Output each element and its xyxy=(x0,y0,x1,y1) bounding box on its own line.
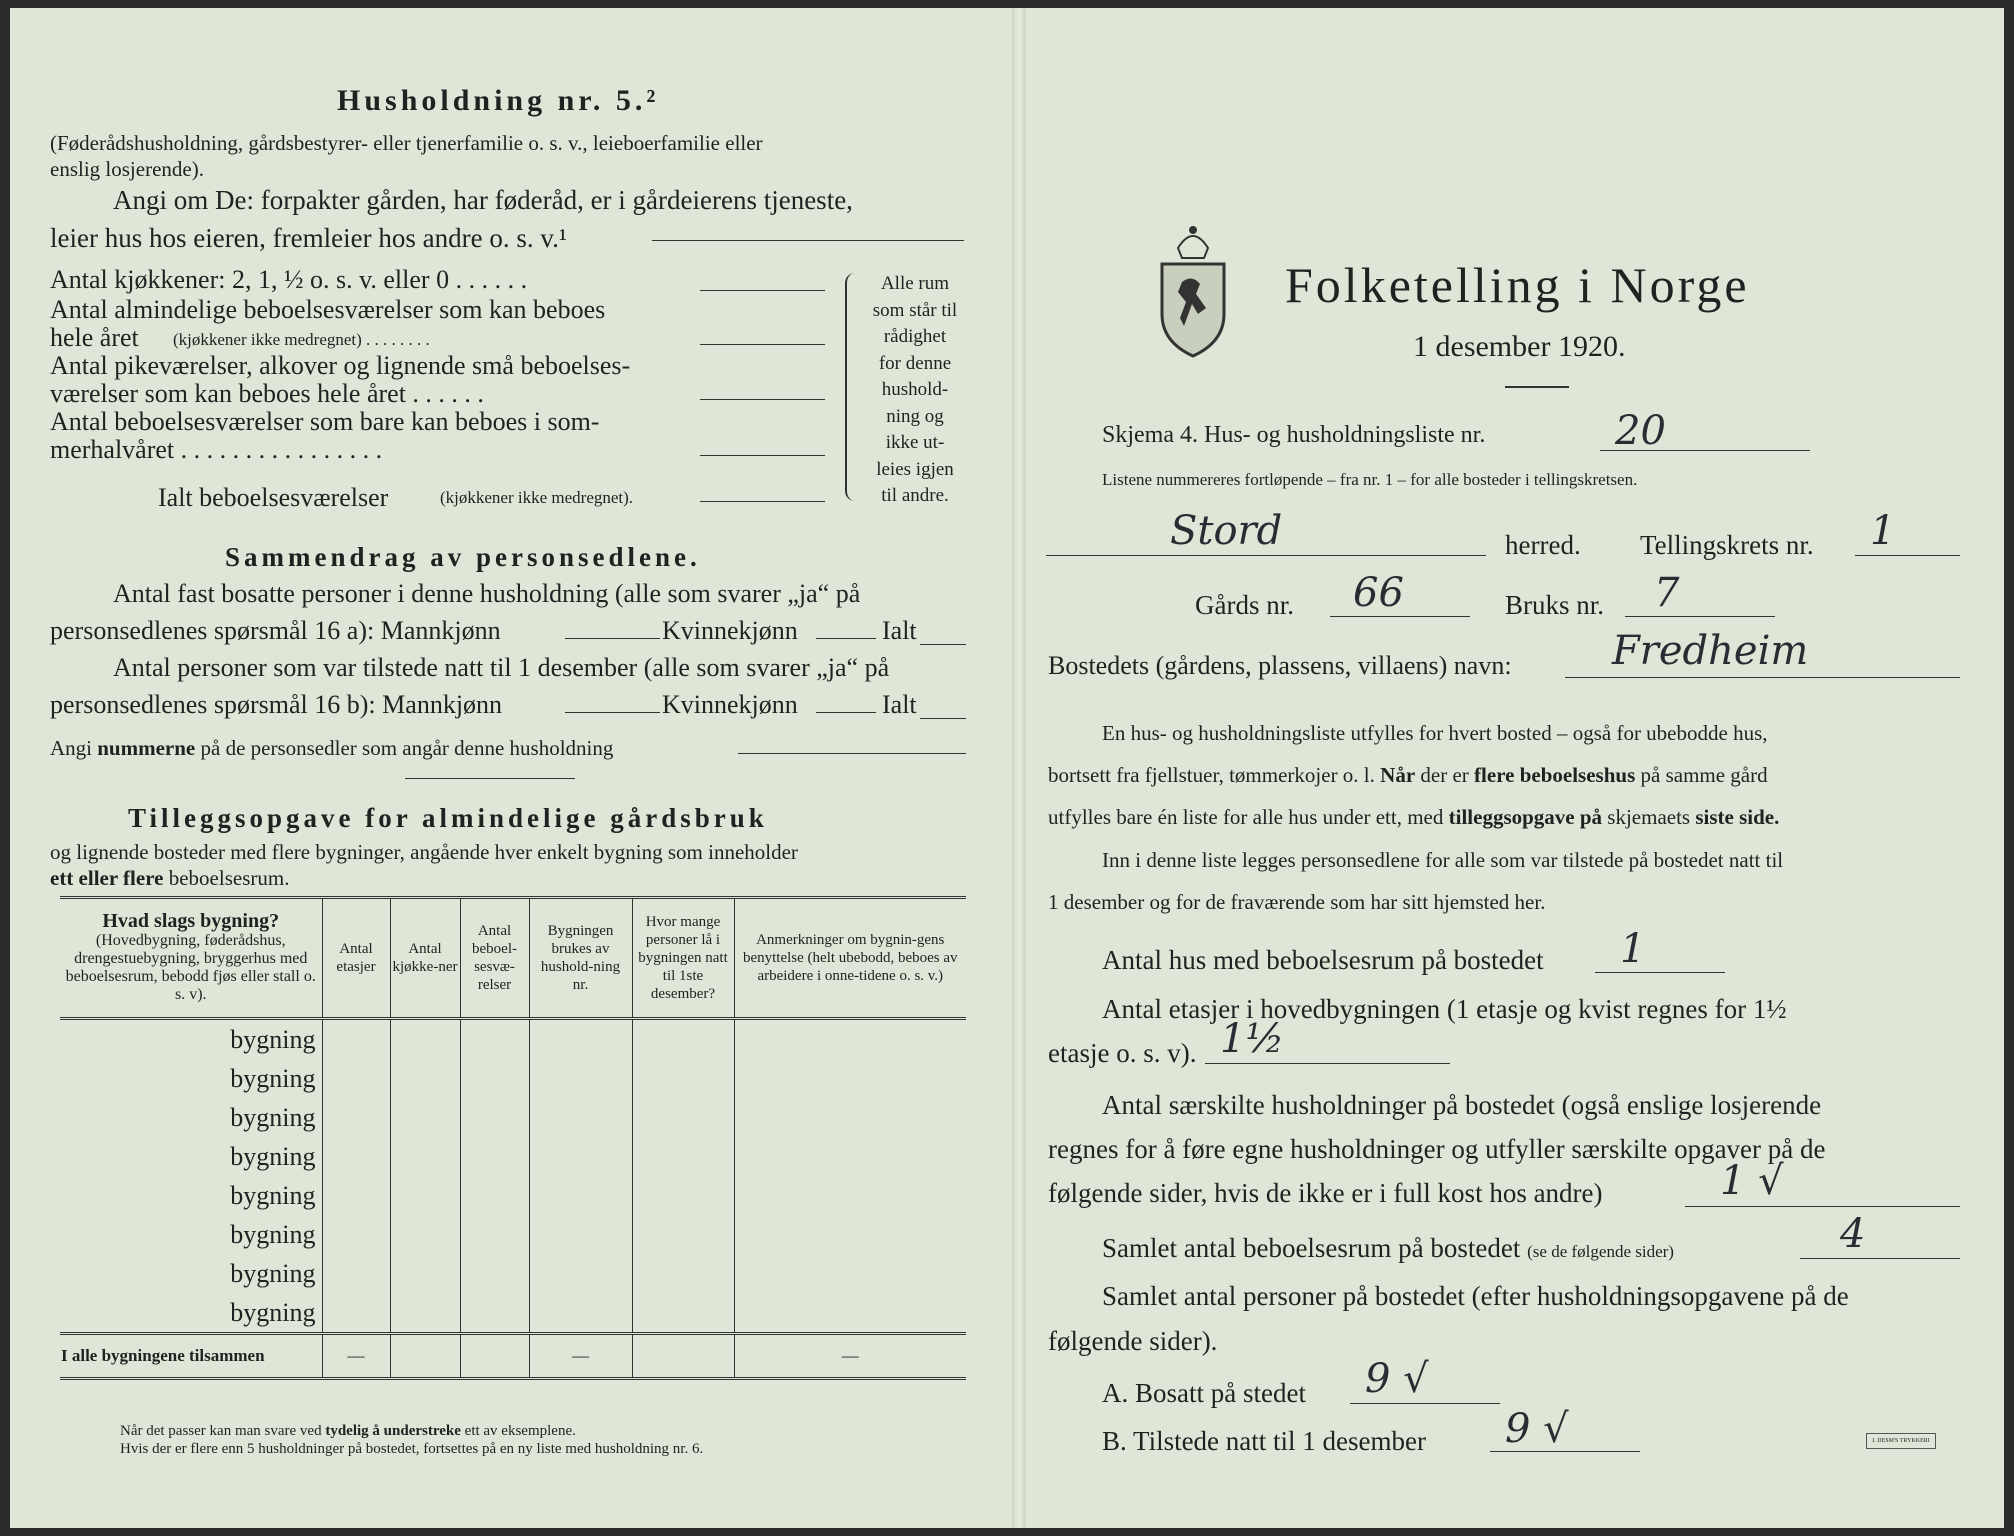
female-resident-line xyxy=(816,638,876,639)
brace-note-line: ning og xyxy=(886,405,944,427)
table-cell xyxy=(529,1254,632,1293)
total-dash: — xyxy=(529,1334,632,1379)
info-p2-a: bortsett fra fjellstuer, tømmerkojer o. l. xyxy=(1048,763,1381,787)
info-p3 xyxy=(1048,805,1779,830)
male-resident-line xyxy=(565,638,660,639)
table-cell xyxy=(632,1176,734,1215)
info-p4: Inn i denne liste legges personsedlene for alle som var tilstede på bostedet natt til xyxy=(1102,848,1784,872)
table-cell xyxy=(460,1059,529,1098)
q4-label xyxy=(1102,1233,1674,1264)
q2-line-1: Antal etasjer i hovedbygningen (1 etasje og kvist regnes for 1½ xyxy=(1102,994,1787,1024)
table-cell xyxy=(322,1137,390,1176)
printer-stamp: I. DESM'S TRYKKERI xyxy=(1866,1433,1936,1449)
info-p5: 1 desember og for de fraværende som har sitt hjemsted her. xyxy=(1048,890,1546,914)
table-row xyxy=(60,1137,966,1176)
section-divider xyxy=(405,778,575,779)
info-p2-d: flere beboelseshus xyxy=(1474,763,1636,787)
brace-note-line: ikke ut- xyxy=(885,432,945,453)
angi-line-1: Angi om De: forpakter gården, har føderåd, er i gårdeierens tjeneste, xyxy=(113,185,853,215)
info-p2-b: Når xyxy=(1380,763,1416,787)
buildings-table xyxy=(60,896,966,1380)
building-label: bygning xyxy=(230,1102,316,1132)
table-cell xyxy=(734,1215,966,1254)
info-p3-c: skjemaets xyxy=(1602,805,1696,829)
table-cell xyxy=(322,1293,390,1334)
building-label: bygning xyxy=(230,1141,316,1171)
summary-l5-a: Angi xyxy=(50,736,98,760)
summary-line-4c: Ialt xyxy=(882,690,917,719)
rooms-summer-2: merhalvåret . . . . . . . . . . . . . . . . xyxy=(50,435,383,464)
summary-l5-c: på de personsedler som angår denne husholdning xyxy=(195,736,614,760)
table-cell xyxy=(322,1059,390,1098)
table-cell xyxy=(529,1215,632,1254)
qb-value: 9 √ xyxy=(1505,1406,1569,1452)
table-cell xyxy=(734,1176,966,1215)
info-p2-e: på samme gård xyxy=(1635,763,1768,787)
table-cell xyxy=(322,1019,390,1060)
building-label: bygning xyxy=(230,1297,316,1327)
bosted-value: Fredheim xyxy=(1612,628,1809,674)
building-label: bygning xyxy=(230,1024,316,1054)
brace-note xyxy=(865,271,965,510)
table-row xyxy=(60,1059,966,1098)
col-building-type-note: (Hovedbygning, føderådshus, drengestuebygning, bryggerhus med beboelsesrum, bebodd fjøs eller stall o. s. v). xyxy=(65,932,316,1003)
rooms-ordinary-2: hele året xyxy=(50,323,139,352)
info-p3-b: tilleggsopgave på xyxy=(1448,805,1603,829)
col-persons: Hvor mange personer lå i bygningen natt til 1ste desember? xyxy=(632,898,734,1019)
gards-label: Gårds nr. xyxy=(1195,590,1294,620)
table-cell xyxy=(734,1059,966,1098)
maid-answer-line xyxy=(700,399,825,400)
table-cell xyxy=(632,1019,734,1060)
q4-answer-line xyxy=(1800,1258,1960,1259)
footnote-1-b: tydelig å understreke xyxy=(325,1423,461,1439)
kitchens-answer-line xyxy=(700,290,825,291)
brace-note-line: leies igjen xyxy=(876,458,954,480)
footnote-2: Hvis der er flere enn 5 husholdninger på bostedet, fortsettes på en ny liste med husholdning nr. 6. xyxy=(120,1441,704,1457)
table-row xyxy=(60,1019,966,1060)
q4-note: (se de følgende sider) xyxy=(1527,1242,1674,1261)
total-label: I alle bygningene tilsammen xyxy=(60,1334,322,1379)
bosted-label: Bostedets (gårdens, plassens, villaens) navn: xyxy=(1048,651,1512,680)
q1-answer-line xyxy=(1595,972,1725,973)
table-cell xyxy=(390,1059,460,1098)
qa-label: A. Bosatt på stedet xyxy=(1102,1378,1306,1408)
table-row xyxy=(60,1254,966,1293)
table-cell xyxy=(632,1254,734,1293)
angi-line-2: leier hus hos eieren, fremleier hos andre o. s. v.¹ xyxy=(50,223,567,253)
brace-note-line: rådighet xyxy=(883,326,947,347)
extra-line-2 xyxy=(50,866,289,891)
extra-line-1: og lignende bosteder med flere bygninger, angående hver enkelt bygning som inneholder xyxy=(50,840,798,864)
brace-note-line: for denne xyxy=(878,352,952,374)
gards-answer-line xyxy=(1330,616,1470,617)
census-date: 1 desember 1920. xyxy=(1413,330,1626,363)
table-cell xyxy=(632,1098,734,1137)
q1-label: Antal hus med beboelsesrum på bostedet xyxy=(1102,945,1544,975)
total-cell xyxy=(460,1334,529,1379)
female-present-line xyxy=(816,712,876,713)
census-sheet xyxy=(10,8,2004,1528)
table-cell xyxy=(390,1254,460,1293)
building-label: bygning xyxy=(230,1219,316,1249)
summary-line-2a: personsedlenes spørsmål 16 a): Mannkjønn xyxy=(50,616,501,645)
herred-answer-line xyxy=(1046,555,1486,556)
total-answer-line xyxy=(700,501,825,502)
tellingskrets-answer-line xyxy=(1855,555,1960,556)
extra-line-2-rest: beboelsesrum. xyxy=(163,866,290,890)
table-cell xyxy=(322,1176,390,1215)
table-cell xyxy=(460,1098,529,1137)
q5-line-1: Samlet antal personer på bostedet (efter husholdningsopgavene på de xyxy=(1102,1281,1849,1311)
total-cell xyxy=(632,1334,734,1379)
title-divider xyxy=(1505,386,1569,388)
q2-answer-line xyxy=(1205,1063,1450,1064)
q3-line-3: følgende sider, hvis de ikke er i full kost hos andre) xyxy=(1048,1178,1603,1208)
extra-line-2-bold: ett eller flere xyxy=(50,866,164,890)
rooms-kitchens: Antal kjøkkener: 2, 1, ½ o. s. v. eller 0 . . . . . . xyxy=(50,265,528,294)
col-remarks: Anmerkninger om bygnin-gens benyttelse (helt ubebodd, beboes av arbeidere i onne-tidene o. s. v.) xyxy=(734,898,966,1019)
q4-value: 4 xyxy=(1840,1211,1866,1257)
gards-value: 66 xyxy=(1353,570,1404,616)
q3-line-1: Antal særskilte husholdninger på bostedet (også enslige losjerende xyxy=(1102,1090,1822,1120)
summary-title: Sammendrag av personsedlene. xyxy=(225,542,701,572)
table-cell xyxy=(529,1019,632,1060)
rooms-total-note: (kjøkkener ikke medregnet). xyxy=(440,488,634,507)
skjema-number: 20 xyxy=(1615,408,1666,454)
extra-title: Tilleggsopgave for almindelige gårdsbruk xyxy=(128,803,768,833)
col-building-type xyxy=(60,898,322,1019)
summary-line-4b: Kvinnekjønn xyxy=(662,690,798,719)
table-cell xyxy=(460,1293,529,1334)
footnote-1-a: Når det passer kan man svare ved xyxy=(120,1423,326,1439)
page-spine xyxy=(1012,8,1026,1528)
table-header-row xyxy=(60,898,966,1019)
q3-value: 1 √ xyxy=(1720,1158,1784,1204)
table-cell xyxy=(734,1098,966,1137)
table-cell xyxy=(529,1293,632,1334)
table-cell xyxy=(734,1137,966,1176)
footnote-1-c: ett av eksemplene. xyxy=(460,1423,576,1439)
summary-line-1: Antal fast bosatte personer i denne husholdning (alle som svarer „ja“ på xyxy=(113,579,861,608)
q1-value: 1 xyxy=(1620,926,1646,972)
summary-line-3: Antal personer som var tilstede natt til 1 desember (alle som svarer „ja“ på xyxy=(113,653,890,682)
table-cell xyxy=(529,1098,632,1137)
brace-note-line: Alle rum xyxy=(880,273,950,294)
table-row xyxy=(60,1293,966,1334)
rooms-ordinary-1: Antal almindelige beboelsesværelser som kan beboes xyxy=(50,295,606,324)
summary-l5-b: nummerne xyxy=(97,736,196,760)
household-intro-2: enslig losjerende). xyxy=(50,157,204,181)
table-cell xyxy=(632,1059,734,1098)
brace-note-line: hushold- xyxy=(881,379,949,400)
table-cell xyxy=(460,1254,529,1293)
table-cell xyxy=(460,1137,529,1176)
table-cell xyxy=(529,1176,632,1215)
bruks-label: Bruks nr. xyxy=(1505,590,1605,620)
table-cell xyxy=(322,1215,390,1254)
table-cell xyxy=(460,1176,529,1215)
table-cell xyxy=(632,1137,734,1176)
info-p1: En hus- og husholdningsliste utfylles for hvert bosted – også for ubebodde hus, xyxy=(1102,721,1768,745)
qa-value: 9 √ xyxy=(1365,1356,1429,1402)
table-total-row xyxy=(60,1334,966,1379)
total-dash: — xyxy=(322,1334,390,1379)
summer-answer-line xyxy=(700,455,825,456)
rooms-brace xyxy=(845,273,861,501)
rooms-maid-1: Antal pikeværelser, alkover og lignende små beboelses- xyxy=(50,351,631,380)
rooms-summer-1: Antal beboelsesværelser som bare kan beboes i som- xyxy=(50,407,600,436)
angi-answer-line xyxy=(652,240,964,241)
info-p3-d: siste side. xyxy=(1695,805,1780,829)
table-cell xyxy=(632,1293,734,1334)
table-row xyxy=(60,1098,966,1137)
bruks-answer-line xyxy=(1625,616,1775,617)
table-cell xyxy=(390,1293,460,1334)
table-cell xyxy=(390,1019,460,1060)
q4-text: Samlet antal beboelsesrum på bostedet xyxy=(1102,1233,1521,1263)
total-dash: — xyxy=(734,1334,966,1379)
q3-answer-line xyxy=(1685,1206,1960,1207)
col-kitchens: Antal kjøkke-ner xyxy=(390,898,460,1019)
listene-note: Listene nummereres fortløpende – fra nr. 1 – for alle bosteder i tellingskretsen. xyxy=(1102,470,1638,489)
table-cell xyxy=(390,1098,460,1137)
table-cell xyxy=(460,1019,529,1060)
info-p3-a: utfylles bare én liste for alle hus under ett, med xyxy=(1048,805,1449,829)
right-page xyxy=(1040,8,1960,1528)
table-row xyxy=(60,1176,966,1215)
bruks-value: 7 xyxy=(1654,570,1680,616)
table-row xyxy=(60,1215,966,1254)
table-cell xyxy=(322,1098,390,1137)
rooms-total: Ialt beboelsesværelser xyxy=(158,483,389,512)
building-label: bygning xyxy=(230,1063,316,1093)
q3-line-2: regnes for å føre egne husholdninger og utfyller særskilte opgaver på de xyxy=(1048,1134,1826,1164)
footnote-1 xyxy=(120,1423,576,1440)
col-rooms: Antal beboel-sesvæ-relser xyxy=(460,898,529,1019)
summary-line-2b: Kvinnekjønn xyxy=(662,616,798,645)
ordinary-answer-line xyxy=(700,344,825,345)
table-cell xyxy=(390,1137,460,1176)
table-cell xyxy=(734,1293,966,1334)
qa-answer-line xyxy=(1350,1403,1500,1404)
rooms-ordinary-note: (kjøkkener ikke medregnet) . . . . . . . . xyxy=(173,330,430,349)
table-cell xyxy=(390,1215,460,1254)
table-cell xyxy=(734,1019,966,1060)
summary-line-4a: personsedlenes spørsmål 16 b): Mannkjønn xyxy=(50,690,503,719)
col-household: Bygningen brukes av hushold-ning nr. xyxy=(529,898,632,1019)
q2-value: 1½ xyxy=(1220,1016,1285,1062)
left-page xyxy=(50,8,970,1528)
male-present-line xyxy=(565,712,660,713)
q5-line-2: følgende sider). xyxy=(1048,1326,1218,1356)
herred-label: herred. xyxy=(1505,530,1581,560)
total-present-line xyxy=(920,718,966,719)
brace-note-line: til andre. xyxy=(881,485,949,506)
total-cell xyxy=(390,1334,460,1379)
table-cell xyxy=(632,1215,734,1254)
q2-line-2: etasje o. s. v). xyxy=(1048,1038,1197,1068)
household-intro: (Føderådshusholdning, gårdsbestyrer- eller tjenerfamilie o. s. v., leieboerfamilie eller xyxy=(50,131,763,155)
numbers-answer-line xyxy=(738,753,966,754)
table-cell xyxy=(734,1254,966,1293)
census-title: Folketelling i Norge xyxy=(1285,257,1750,313)
household-title: Husholdning nr. 5.² xyxy=(337,84,660,117)
brace-note-line: som står til xyxy=(872,299,958,321)
rooms-maid-2: værelser som kan beboes hele året . . . . . . xyxy=(50,379,484,408)
building-label: bygning xyxy=(230,1258,316,1288)
building-label: bygning xyxy=(230,1180,316,1210)
table-cell xyxy=(460,1215,529,1254)
info-p2 xyxy=(1048,763,1768,788)
info-p2-c: der er xyxy=(1415,763,1475,787)
skjema-label: Skjema 4. Hus- og husholdningsliste nr. xyxy=(1102,422,1486,448)
summary-line-2c: Ialt xyxy=(882,616,917,645)
tellingskrets-label: Tellingskrets nr. xyxy=(1640,530,1814,560)
table-cell xyxy=(529,1059,632,1098)
herred-value: Stord xyxy=(1170,508,1283,554)
qb-label: B. Tilstede natt til 1 desember xyxy=(1102,1426,1426,1456)
bosted-answer-line xyxy=(1565,677,1960,678)
norwegian-coat-of-arms-icon xyxy=(1152,218,1234,358)
summary-line-5 xyxy=(50,736,613,761)
col-floors: Antal etasjer xyxy=(322,898,390,1019)
table-cell xyxy=(322,1254,390,1293)
col-building-type-title: Hvad slags bygning? xyxy=(102,910,280,932)
total-resident-line xyxy=(920,644,966,645)
tellingskrets-value: 1 xyxy=(1870,508,1896,554)
table-cell xyxy=(529,1137,632,1176)
table-cell xyxy=(390,1176,460,1215)
